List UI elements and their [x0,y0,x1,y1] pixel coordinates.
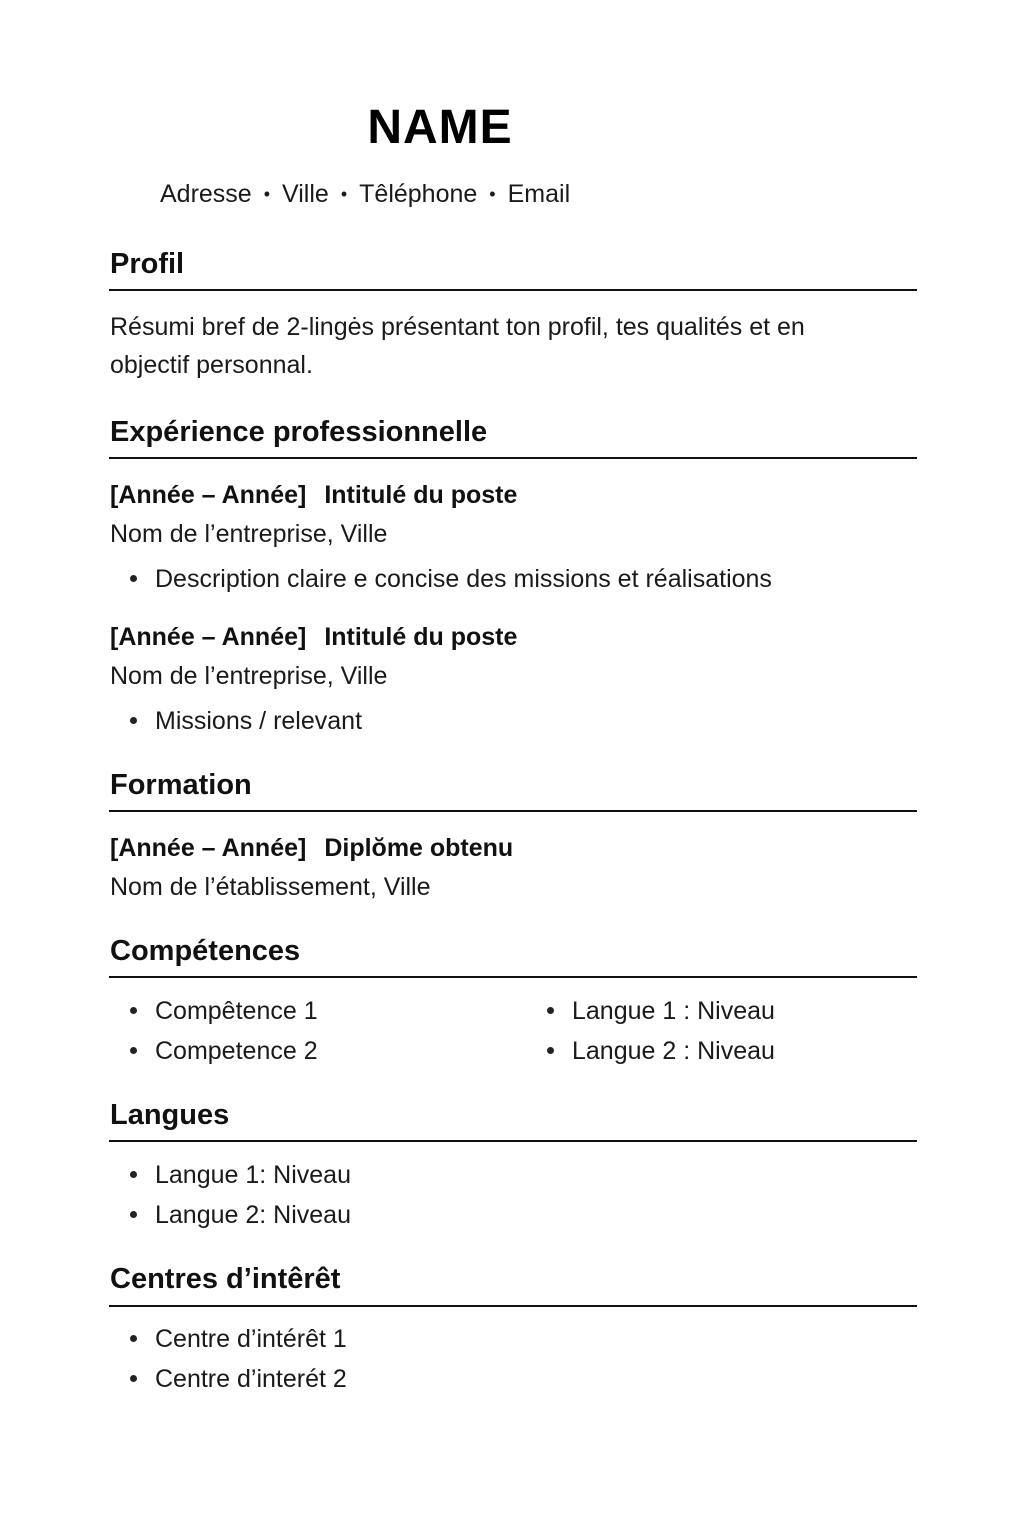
job-2-company: Nom de l’entreprise, Ville [110,662,388,690]
section-title-education: Formation [110,769,252,801]
contact-email: Email [507,180,571,208]
education-dates: [Année – Année] [110,834,307,862]
section-title-skills: Compétences [110,935,301,967]
section-title-interests: Centres d’intêrêt [110,1263,341,1295]
section-divider [109,810,917,812]
bullet-dot [130,575,137,582]
education-degree: Diplŏme obtenu [324,834,514,862]
bullet-dot [130,1375,137,1382]
contact-line [160,180,570,209]
section-title-languages: Langues [110,1099,230,1131]
section-title-experience: Expérience professionnelle [110,416,488,448]
job-1-company: Nom de l’entreprise, Ville [110,520,388,548]
job-2-position: Intitulé du poste [324,623,518,651]
skill-text: Compêtence 1 [155,997,318,1025]
interest-text: Centre d’interét 2 [155,1365,347,1393]
bullet-dot [130,1171,137,1178]
bullet-dot [130,1211,137,1218]
interest-item [130,1325,347,1354]
section-divider [109,1305,917,1307]
job-2-bullet-text: Missions / relevant [155,707,363,735]
skill-text: Competence 2 [155,1037,318,1065]
language-text: Langue 1: Niveau [155,1161,351,1189]
contact-phone: Têléphone [359,180,478,208]
section-divider [109,457,917,459]
job-2-heading [110,623,517,652]
profile-summary-line-1: Résumi bref de 2-lingės présentant ton profil, tes qualités et en [110,313,805,341]
contact-separator: • [263,184,271,204]
contact-city: Ville [282,180,329,208]
section-title-profile: Profil [110,248,185,280]
job-2-bullet [130,707,362,736]
education-school: Nom de l’établissement, Ville [110,873,431,901]
job-1-dates: [Année – Année] [110,481,307,509]
skill-language-text: Langue 1 : Niveau [572,997,775,1025]
bullet-dot [130,1047,137,1054]
job-1-bullet-text: Description claire e concise des missions et réalisations [155,565,772,593]
bullet-dot [547,1047,554,1054]
contact-separator: • [489,184,496,204]
interest-text: Centre d’intérêt 1 [155,1325,347,1353]
language-text: Langue 2: Niveau [155,1201,351,1229]
bullet-dot [130,717,137,724]
profile-summary-line-2: objectif personnal. [110,351,313,379]
skill-language-text: Langue 2 : Niveau [572,1037,775,1065]
job-1-bullet [130,565,772,594]
contact-address: Adresse [160,180,252,208]
skill-item [130,1037,318,1066]
bullet-dot [130,1007,137,1014]
language-item [130,1201,351,1230]
section-divider [109,289,917,291]
skill-language-item [547,997,775,1026]
section-divider [109,976,917,978]
job-1-position: Intitulé du poste [324,481,518,509]
bullet-dot [130,1335,137,1342]
candidate-name: NAME [367,101,513,154]
education-heading [110,834,513,863]
job-2-dates: [Année – Année] [110,623,307,651]
bullet-dot [547,1007,554,1014]
section-divider [109,1140,917,1142]
interest-item [130,1365,347,1394]
language-item [130,1161,351,1190]
skill-language-item [547,1037,775,1066]
job-1-heading [110,481,517,510]
contact-separator: • [340,184,348,204]
skill-item [130,997,318,1026]
